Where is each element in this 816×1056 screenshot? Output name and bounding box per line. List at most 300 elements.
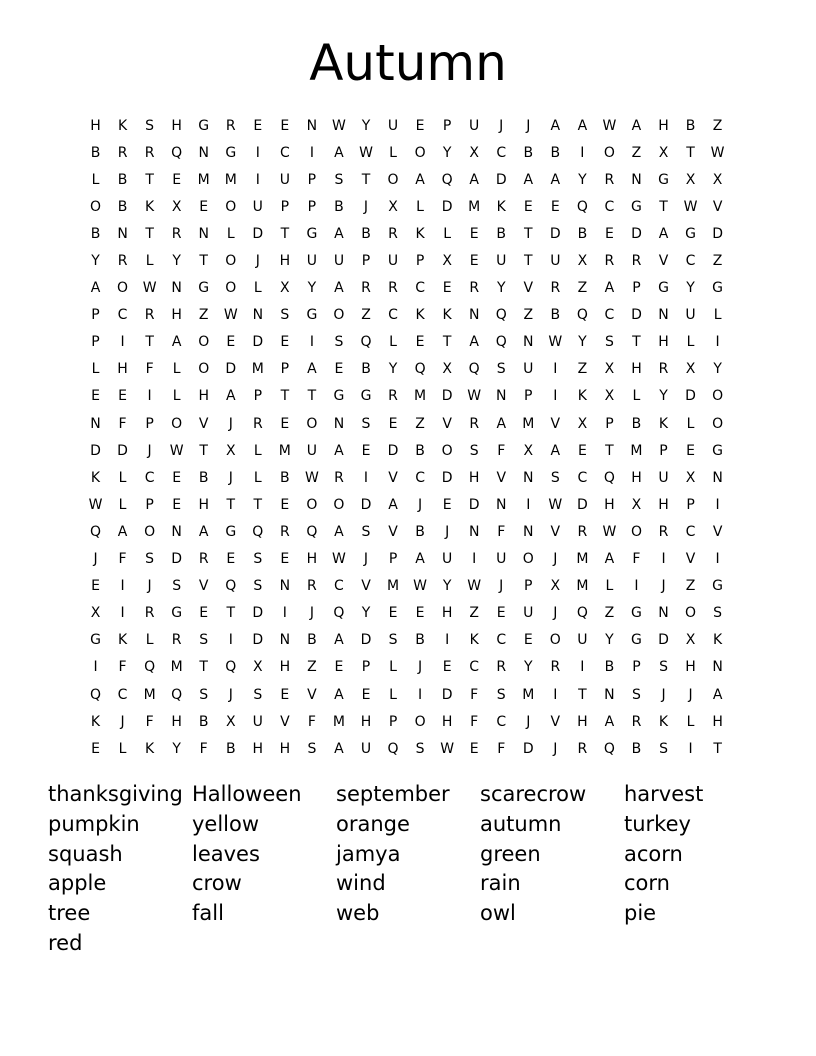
grid-letter: H	[171, 117, 182, 134]
grid-letter: R	[604, 171, 615, 188]
grid-letter: A	[469, 171, 479, 188]
grid-letter: R	[658, 361, 669, 378]
word-list-item: red	[48, 930, 83, 955]
grid-letter: G	[198, 280, 210, 297]
grid-letter: B	[577, 225, 588, 242]
grid-letter: R	[171, 632, 182, 649]
grid-letter: N	[658, 307, 669, 324]
grid-letter: P	[145, 496, 154, 513]
grid-letter: K	[90, 713, 101, 730]
grid-letter: E	[226, 551, 236, 568]
grid-letter: E	[577, 442, 587, 459]
grid-letter: V	[550, 415, 561, 432]
grid-letter: X	[577, 253, 588, 270]
grid-letter: A	[550, 117, 561, 134]
grid-letter: D	[252, 225, 264, 242]
word-list-item: jamya	[336, 841, 401, 866]
grid-letter: N	[333, 415, 345, 432]
grid-letter: V	[685, 551, 696, 568]
grid-letter: Q	[90, 523, 102, 540]
grid-letter: H	[279, 253, 291, 270]
grid-letter: R	[334, 469, 344, 486]
grid-letter: Q	[171, 686, 183, 703]
grid-letter: Y	[578, 171, 587, 188]
grid-letter: O	[549, 632, 561, 649]
grid-letter: G	[712, 280, 724, 297]
grid-letter: M	[332, 713, 345, 730]
grid-letter: W	[142, 280, 157, 297]
grid-row	[82, 437, 731, 464]
grid-letter: F	[497, 523, 506, 540]
grid-letter: V	[442, 415, 452, 432]
grid-letter: Y	[361, 605, 371, 622]
grid-letter: K	[442, 307, 452, 324]
grid-letter: I	[715, 551, 720, 568]
grid-letter: H	[279, 740, 291, 757]
grid-letter: X	[685, 361, 696, 378]
grid-letter: B	[117, 171, 128, 188]
grid-letter: B	[225, 740, 236, 757]
grid-letter: N	[90, 415, 101, 432]
word-list-item: corn	[624, 871, 670, 896]
word-list-item: leaves	[192, 841, 260, 866]
word-list-item: Halloween	[192, 782, 302, 806]
grid-letter: X	[442, 253, 452, 270]
grid-letter: K	[145, 198, 155, 215]
grid-letter: W	[548, 334, 563, 351]
grid-letter: L	[686, 415, 695, 432]
grid-letter: P	[524, 578, 533, 595]
grid-letter: P	[415, 253, 425, 270]
grid-letter: O	[225, 253, 237, 270]
grid-letter: Z	[198, 307, 209, 324]
grid-letter: N	[306, 117, 318, 134]
grid-letter: R	[307, 578, 317, 595]
word-list-item: owl	[480, 901, 516, 926]
grid-letter: V	[496, 469, 507, 486]
grid-letter: C	[685, 253, 696, 270]
grid-letter: P	[442, 117, 452, 134]
grid-letter: S	[172, 578, 182, 595]
grid-letter: A	[334, 740, 344, 757]
grid-letter: O	[144, 523, 156, 540]
grid-letter: A	[496, 415, 507, 432]
grid-letter: V	[307, 686, 317, 703]
grid-letter: D	[225, 361, 237, 378]
grid-letter: C	[496, 144, 507, 161]
grid-letter: H	[279, 659, 291, 676]
grid-letter: L	[253, 469, 262, 486]
grid-letter: B	[496, 225, 507, 242]
grid-letter: P	[361, 659, 371, 676]
grid-letter: Y	[659, 388, 668, 405]
grid-letter: R	[577, 523, 588, 540]
grid-letter: J	[553, 551, 558, 568]
grid-letter: V	[388, 523, 398, 540]
grid-letter: B	[280, 469, 290, 486]
grid-letter: O	[685, 605, 697, 622]
grid-letter: E	[172, 496, 182, 513]
grid-letter: H	[631, 469, 642, 486]
grid-letter: I	[553, 361, 558, 378]
grid-letter: U	[523, 605, 534, 622]
grid-letter: W	[332, 117, 346, 134]
grid-letter: D	[495, 171, 507, 188]
grid-letter: H	[468, 469, 480, 486]
grid-letter: P	[307, 171, 317, 188]
grid-row	[82, 220, 731, 247]
grid-letter: X	[685, 171, 696, 188]
grid-letter: S	[253, 578, 263, 595]
grid-row	[82, 491, 731, 518]
grid-letter: H	[604, 496, 615, 513]
grid-row	[82, 247, 731, 274]
grid-letter: K	[577, 388, 587, 405]
grid-letter: O	[198, 334, 210, 351]
grid-letter: H	[198, 388, 209, 405]
word-list-item: acorn	[624, 841, 683, 866]
grid-letter: E	[280, 415, 290, 432]
grid-letter: A	[604, 551, 615, 568]
grid-letter: E	[550, 198, 560, 215]
grid-letter: S	[415, 740, 425, 757]
grid-letter: L	[91, 361, 100, 378]
grid-letter: B	[631, 415, 642, 432]
grid-letter: J	[661, 578, 666, 595]
grid-row	[82, 383, 731, 410]
grid-letter: Q	[603, 469, 615, 486]
grid-letter: J	[553, 605, 558, 622]
word-list-item: apple	[48, 871, 107, 896]
grid-letter: O	[603, 144, 615, 161]
grid-letter: D	[252, 334, 264, 351]
grid-letter: E	[280, 334, 290, 351]
grid-letter: B	[415, 632, 425, 649]
grid-letter: L	[118, 469, 127, 486]
grid-letter: Q	[576, 307, 588, 324]
grid-letter: E	[334, 361, 344, 378]
grid-letter: N	[495, 496, 507, 513]
grid-letter: P	[361, 253, 371, 270]
grid-letter: A	[469, 334, 479, 351]
grid-letter: R	[198, 551, 209, 568]
grid-letter: K	[117, 117, 128, 134]
grid-letter: R	[550, 280, 561, 297]
grid-letter: S	[469, 442, 479, 459]
grid-letter: T	[361, 171, 371, 188]
grid-letter: I	[580, 144, 585, 161]
grid-letter: R	[604, 253, 615, 270]
grid-letter: W	[602, 117, 617, 134]
grid-letter: A	[415, 551, 425, 568]
grid-letter: N	[198, 144, 209, 161]
grid-letter: L	[632, 388, 641, 405]
grid-letter: M	[251, 361, 264, 378]
grid-letter: F	[118, 415, 127, 432]
grid-letter: H	[658, 496, 669, 513]
grid-letter: B	[415, 442, 425, 459]
grid-letter: E	[253, 117, 263, 134]
grid-letter: R	[144, 144, 155, 161]
grid-letter: H	[171, 307, 182, 324]
grid-letter: C	[604, 307, 615, 324]
grid-letter: R	[469, 280, 480, 297]
grid-letter: W	[413, 578, 427, 595]
grid-letter: S	[632, 686, 641, 703]
grid-letter: G	[306, 225, 318, 242]
grid-letter: F	[145, 361, 154, 378]
grid-letter: Q	[333, 605, 345, 622]
grid-letter: E	[604, 225, 614, 242]
grid-letter: J	[445, 523, 450, 540]
grid-letter: Z	[577, 280, 588, 297]
grid-letter: C	[334, 578, 344, 595]
grid-letter: L	[605, 578, 614, 595]
grid-letter: I	[309, 334, 314, 351]
grid-letter: Y	[91, 253, 100, 270]
grid-letter: T	[145, 334, 154, 351]
grid-letter: N	[117, 225, 128, 242]
grid-letter: K	[496, 198, 506, 215]
grid-letter: E	[469, 253, 479, 270]
word-list-item: thanksgiving	[48, 782, 183, 806]
grid-letter: L	[686, 334, 695, 351]
grid-letter: I	[120, 334, 125, 351]
grid-letter: X	[658, 144, 669, 161]
grid-letter: R	[388, 280, 398, 297]
grid-letter: L	[91, 171, 100, 188]
grid-letter: S	[199, 632, 209, 649]
grid-letter: I	[363, 469, 369, 486]
grid-letter: D	[252, 632, 264, 649]
grid-letter: X	[280, 280, 290, 297]
grid-row	[82, 735, 731, 762]
grid-letter: P	[605, 415, 614, 432]
word-list-item: scarecrow	[480, 782, 587, 806]
grid-letter: A	[90, 280, 101, 297]
grid-letter: B	[198, 469, 209, 486]
grid-letter: D	[360, 632, 372, 649]
grid-row	[82, 600, 731, 627]
grid-letter: T	[280, 225, 290, 242]
grid-letter: I	[93, 659, 98, 676]
word-list-item: rain	[480, 871, 521, 896]
grid-letter: E	[469, 740, 479, 757]
grid-letter: L	[686, 713, 695, 730]
grid-letter: S	[334, 334, 344, 351]
grid-letter: B	[361, 225, 371, 242]
grid-letter: U	[306, 442, 318, 459]
word-list-item: yellow	[192, 811, 260, 836]
grid-letter: Y	[172, 740, 181, 757]
grid-letter: F	[118, 551, 127, 568]
grid-letter: Z	[361, 307, 371, 324]
grid-letter: Q	[387, 740, 399, 757]
grid-letter: W	[602, 523, 617, 540]
word-list-item: pumpkin	[48, 811, 140, 836]
grid-letter: A	[550, 171, 561, 188]
grid-letter: B	[307, 632, 317, 649]
grid-letter: S	[253, 686, 263, 703]
grid-letter: L	[389, 659, 397, 676]
grid-letter: L	[253, 442, 262, 459]
grid-letter: V	[361, 578, 371, 595]
grid-letter: T	[578, 686, 587, 703]
grid-letter: X	[469, 144, 479, 161]
grid-letter: W	[223, 307, 238, 324]
grid-letter: Q	[306, 523, 318, 540]
grid-letter: D	[441, 686, 453, 703]
grid-letter: N	[171, 523, 182, 540]
grid-letter: E	[442, 659, 452, 676]
grid-letter: K	[658, 713, 669, 730]
grid-letter: B	[361, 361, 371, 378]
grid-letter: I	[688, 740, 693, 757]
grid-letter: J	[228, 469, 233, 486]
grid-letter: P	[280, 361, 290, 378]
grid-letter: N	[712, 469, 723, 486]
grid-letter: R	[144, 605, 155, 622]
grid-letter: H	[198, 496, 209, 513]
word-list-item: orange	[336, 811, 410, 836]
grid-letter: H	[252, 740, 264, 757]
grid-letter: I	[553, 388, 558, 405]
grid-letter: Y	[442, 144, 452, 161]
grid-letter: E	[91, 740, 100, 757]
grid-letter: I	[526, 496, 531, 513]
grid-letter: T	[145, 225, 154, 242]
grid-letter: J	[255, 253, 260, 270]
grid-letter: C	[415, 280, 425, 297]
grid-letter: I	[255, 144, 260, 161]
grid-letter: E	[91, 388, 100, 405]
grid-letter: X	[577, 415, 588, 432]
grid-letter: T	[199, 659, 208, 676]
grid-letter: O	[333, 496, 345, 513]
grid-letter: F	[470, 713, 479, 730]
grid-letter: T	[442, 334, 452, 351]
grid-letter: U	[252, 198, 263, 215]
grid-letter: U	[306, 253, 318, 270]
grid-letter: D	[441, 198, 453, 215]
grid-letter: T	[145, 171, 154, 188]
grid-letter: W	[467, 388, 482, 405]
grid-letter: F	[632, 551, 641, 568]
grid-row	[82, 518, 731, 545]
grid-letter: G	[658, 280, 669, 297]
grid-row	[82, 139, 731, 166]
grid-letter: U	[469, 117, 480, 134]
grid-letter: P	[280, 198, 290, 215]
grid-letter: S	[604, 334, 614, 351]
grid-letter: N	[658, 605, 669, 622]
grid-letter: L	[416, 198, 424, 215]
grid-letter: H	[171, 713, 182, 730]
grid-letter: K	[658, 415, 669, 432]
grid-letter: Q	[495, 334, 507, 351]
grid-letter: U	[442, 551, 453, 568]
grid-letter: R	[577, 740, 588, 757]
grid-letter: E	[523, 198, 533, 215]
grid-letter: C	[685, 523, 696, 540]
word-list-item: green	[480, 841, 541, 866]
grid-letter: P	[632, 280, 641, 297]
grid-letter: C	[388, 307, 398, 324]
grid-letter: J	[499, 117, 504, 134]
grid-letter: A	[550, 442, 561, 459]
grid-letter: G	[333, 388, 345, 405]
grid-letter: A	[415, 171, 425, 188]
grid-letter: A	[334, 225, 344, 242]
grid-letter: N	[631, 171, 642, 188]
grid-letter: M	[522, 415, 535, 432]
grid-letter: H	[631, 361, 642, 378]
grid-letter: A	[604, 280, 615, 297]
grid-letter: W	[332, 551, 346, 568]
grid-letter: Q	[468, 361, 480, 378]
grid-letter: R	[496, 659, 507, 676]
grid-letter: R	[550, 659, 561, 676]
grid-letter: E	[442, 496, 452, 513]
grid-letter: E	[523, 632, 533, 649]
grid-letter: L	[118, 740, 127, 757]
grid-letter: D	[685, 388, 696, 405]
grid-letter: E	[91, 578, 100, 595]
grid-letter: O	[306, 496, 318, 513]
grid-letter: S	[713, 605, 723, 622]
grid-letter: W	[548, 496, 563, 513]
grid-letter: O	[117, 280, 129, 297]
grid-letter: Q	[441, 171, 453, 188]
grid-letter: X	[685, 632, 696, 649]
grid-letter: W	[304, 469, 319, 486]
grid-letter: D	[468, 496, 480, 513]
grid-letter: I	[580, 659, 585, 676]
grid-letter: A	[334, 523, 344, 540]
grid-letter: D	[549, 225, 561, 242]
grid-letter: R	[469, 415, 480, 432]
grid-row	[82, 275, 731, 302]
grid-letter: S	[334, 171, 344, 188]
grid-letter: D	[631, 307, 642, 324]
grid-letter: Y	[578, 334, 587, 351]
grid-letter: L	[145, 632, 154, 649]
grid-letter: U	[387, 253, 399, 270]
grid-letter: X	[225, 442, 236, 459]
grid-letter: I	[120, 578, 125, 595]
grid-letter: A	[658, 225, 669, 242]
grid-letter: N	[279, 632, 291, 649]
grid-row	[82, 112, 731, 139]
grid-letter: K	[145, 740, 155, 757]
grid-letter: O	[306, 415, 318, 432]
grid-letter: T	[280, 388, 290, 405]
grid-letter: B	[685, 117, 696, 134]
grid-letter: T	[632, 334, 641, 351]
grid-letter: L	[389, 686, 397, 703]
word-list-item: autumn	[480, 811, 562, 836]
grid-letter: E	[388, 415, 398, 432]
grid-letter: T	[307, 388, 317, 405]
word-list-item: wind	[336, 871, 386, 896]
grid-letter: C	[117, 686, 128, 703]
grid-letter: O	[712, 388, 724, 405]
word-list-item: pie	[624, 901, 657, 926]
grid-letter: M	[143, 686, 156, 703]
grid-letter: N	[252, 307, 264, 324]
grid-letter: G	[631, 605, 642, 622]
grid-letter: J	[418, 659, 423, 676]
